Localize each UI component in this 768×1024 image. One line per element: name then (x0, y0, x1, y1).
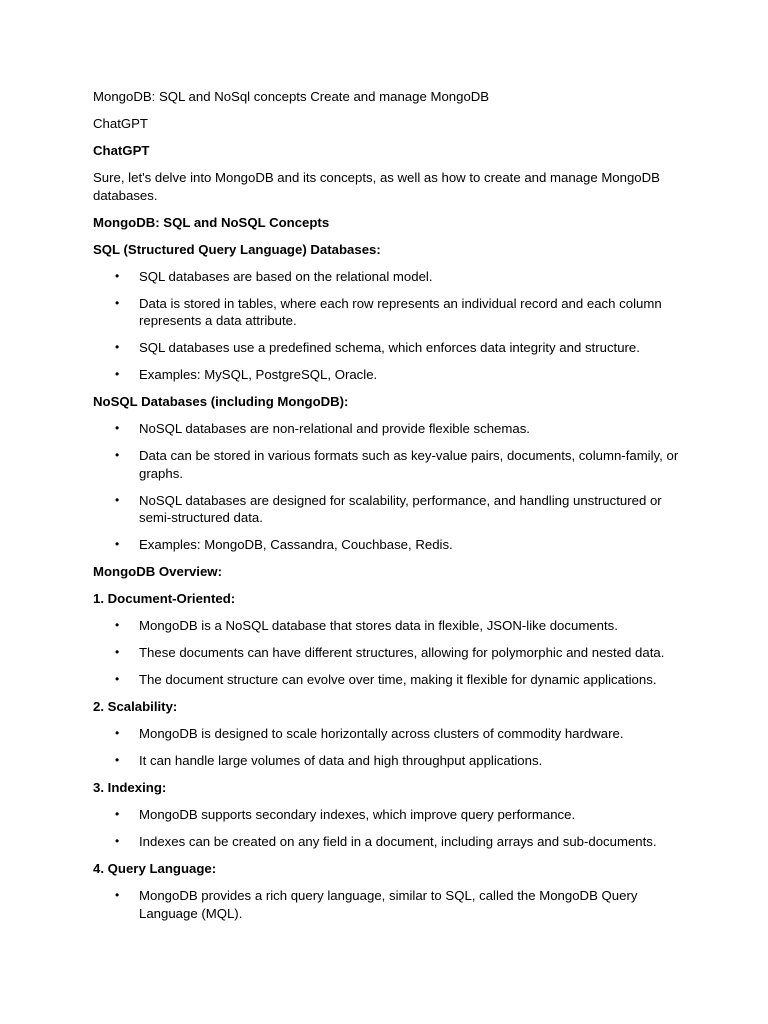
list-item (93, 671, 683, 689)
list-item (93, 339, 683, 357)
list-item-text: NoSQL databases are non-relational and provide flexible schemas. (139, 421, 530, 436)
bullet-icon: • (115, 753, 120, 767)
bullet-icon: • (115, 888, 120, 902)
section-heading: MongoDB Overview: (93, 564, 222, 579)
bullet-icon: • (115, 834, 120, 848)
list-item-text: MongoDB supports secondary indexes, which improve query performance. (139, 807, 576, 822)
section (93, 241, 683, 384)
bullet-list (93, 617, 683, 689)
list-item-text: The document structure can evolve over time, making it flexible for dynamic applications. (139, 672, 657, 687)
list-item-text: It can handle large volumes of data and high throughput applications. (139, 753, 543, 768)
list-item-text: SQL databases are based on the relational model. (139, 268, 433, 284)
list-item-text: Examples: MySQL, PostgreSQL, Oracle. (139, 367, 378, 382)
list-item (93, 887, 683, 922)
speaker-label: ChatGPT (93, 116, 148, 131)
list-item (93, 833, 683, 851)
bullet-icon: • (115, 726, 120, 740)
list-item-text: MongoDB is a NoSQL database that stores data in flexible, JSON-like documents. (139, 618, 618, 633)
bullet-icon: • (115, 492, 120, 507)
list-item (93, 295, 683, 330)
list-item-text: Data is stored in tables, where each row represents an individual record and each column represents a data attribute. (139, 295, 662, 328)
list-item (93, 725, 683, 743)
list-item (93, 536, 683, 554)
list-item-text: These documents can have different structures, allowing for polymorphic and nested data. (139, 645, 665, 660)
bullet-icon: • (115, 807, 120, 821)
section-heading: NoSQL Databases (including MongoDB): (93, 394, 349, 409)
section (93, 779, 683, 851)
bullet-icon: • (115, 672, 120, 686)
section (93, 860, 683, 922)
list-item-text: MongoDB provides a rich query language, similar to SQL, called the MongoDB Query Language (MQL). (139, 888, 638, 921)
list-item-text: SQL databases use a predefined schema, which enforces data integrity and structure. (139, 340, 640, 355)
bullet-icon: • (115, 367, 120, 381)
section-heading: 3. Indexing: (93, 780, 167, 795)
bullet-icon: • (115, 537, 120, 551)
list-item (93, 617, 683, 635)
main-heading: MongoDB: SQL and NoSQL Concepts (93, 214, 330, 230)
bullet-icon: • (115, 268, 120, 283)
speaker-label-bold: ChatGPT (93, 143, 150, 158)
list-item-text: Examples: MongoDB, Cassandra, Couchbase, Redis. (139, 537, 453, 552)
section-heading: 1. Document-Oriented: (93, 591, 236, 606)
document-page (93, 88, 683, 932)
bullet-list (93, 268, 683, 384)
section-heading: SQL (Structured Query Language) Databases: (93, 241, 381, 257)
bullet-icon: • (115, 645, 120, 659)
title-line: MongoDB: SQL and NoSql concepts Create and manage MongoDB (93, 89, 490, 104)
list-item-text: NoSQL databases are designed for scalability, performance, and handling unstructured or semi-structured data. (139, 492, 662, 525)
section (93, 393, 683, 554)
section-heading: 2. Scalability: (93, 699, 178, 714)
bullet-icon: • (115, 421, 120, 435)
section-heading: 4. Query Language: (93, 861, 217, 876)
list-item-text: MongoDB is designed to scale horizontally across clusters of commodity hardware. (139, 726, 624, 741)
list-item (93, 420, 683, 438)
list-item (93, 806, 683, 824)
list-item (93, 644, 683, 662)
list-item (93, 752, 683, 770)
intro-paragraph: Sure, let's delve into MongoDB and its concepts, as well as how to create and manage MongoDB databases. (93, 170, 660, 203)
sections-container (93, 241, 683, 923)
list-item (93, 447, 683, 482)
bullet-icon: • (115, 340, 120, 354)
list-item-text: Indexes can be created on any field in a document, including arrays and sub-documents. (139, 834, 657, 849)
list-item-text: Data can be stored in various formats such as key-value pairs, documents, column-family, or graphs. (139, 448, 679, 481)
list-item (93, 268, 683, 286)
bullet-icon: • (115, 295, 120, 310)
bullet-list (93, 806, 683, 851)
bullet-list (93, 887, 683, 922)
bullet-list (93, 420, 683, 554)
bullet-list (93, 725, 683, 770)
bullet-icon: • (115, 618, 120, 632)
list-item (93, 492, 683, 527)
bullet-icon: • (115, 448, 120, 462)
list-item (93, 366, 683, 384)
section (93, 698, 683, 770)
section (93, 563, 683, 581)
section (93, 590, 683, 689)
